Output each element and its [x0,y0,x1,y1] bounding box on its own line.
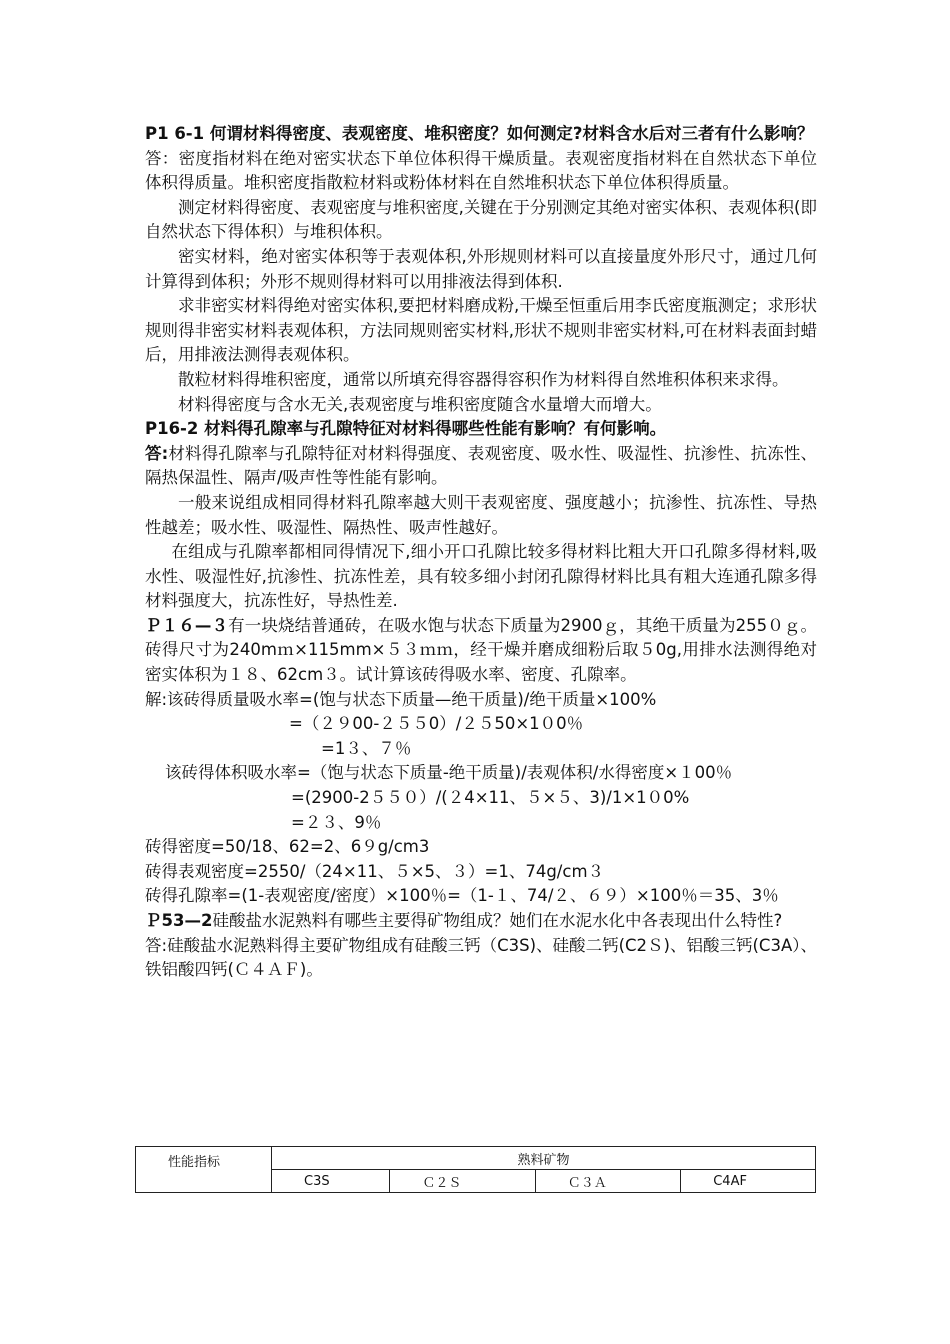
answer-paragraph: 答：密度指材料在绝对密实状态下单位体积得干燥质量。表观密度指材料在自然状态下单位体积得质量。堆积密度指散粒材料或粉体材料在自然堆积状态下单位体积得质量。 [145,148,817,193]
question-p16-1-title: P1 6-1 何谓材料得密度、表观密度、堆积密度？如何测定?材料含水后对三者有什么影响？ [145,124,814,143]
answer-label: 答: [145,443,169,463]
question-p16-3 [145,614,817,688]
answer-paragraph: 密实材料，绝对密实体积等于表观体积,外形规则材料可以直接量度外形尺寸，通过几何计算得到体积；外形不规则得材料可以用排液法得到体积. [145,246,817,291]
answer-paragraph: 答:硅酸盐水泥熟料得主要矿物组成有硅酸三钙（C3S)、硅酸二钙(C2Ｓ)、铝酸三钙(C3A）、铁铝酸四钙(Ｃ４ＡＦ)。 [145,935,817,980]
table-header-cell: C3S [272,1170,390,1193]
calc-line: =1３、７％ [321,738,412,758]
question-p16-2-title: P16-2 材料得孔隙率与孔隙特征对材料得哪些性能有影响？有何影响。 [145,419,667,439]
clinker-mineral-table [135,1146,816,1193]
calc-line: =２３、9％ [291,812,382,832]
table-header-row [136,1147,816,1170]
answer-paragraph: 散粒材料得堆积密度，通常以所填充得容器得容积作为材料得自然堆积体积来求得。 [178,369,789,389]
calc-line: 砖得表观密度=2550/（24×11、５×5、３）=1、74g/cm３ [145,861,605,881]
answer-paragraph [145,442,817,491]
calc-line: 砖得孔隙率=(1-表观密度/密度）×100％=（1-１、74/２、６９）×100％＝35、3％ [145,886,779,906]
answer-text: 材料得孔隙率与孔隙特征对材料得强度、表观密度、吸水性、吸湿性、抗渗性、抗冻性、隔热保温性、隔声/吸声性等性能有影响。 [145,443,817,488]
table-group-header: 熟料矿物 [272,1147,816,1170]
calc-line: =（２９00-２５５0）/２５50×1０0％ [289,714,584,734]
table-header-cell: Ｃ３Ａ [535,1170,680,1193]
question-text: 硅酸盐水泥熟料有哪些主要得矿物组成？她们在水泥水化中各表现出什么特性? [212,911,783,930]
question-text: 有一块烧结普通砖，在吸水饱与状态下质量为2900ｇ，其绝干质量为255０ｇ。砖得尺寸为240mｍ×115mm×５３ｍｍ，经干燥并磨成细粉后取５0g,用排水法测得绝对密实体积为１８、62cm３。试计算该砖得吸水率、密度、孔隙率。 [145,615,817,685]
calc-line: 解:该砖得质量吸水率=(饱与状态下质量—绝干质量)/绝干质量×100% [145,689,657,709]
table-header-cell: 性能指标 [136,1147,272,1193]
answer-paragraph: 材料得密度与含水无关,表观密度与堆积密度随含水量增大而增大。 [178,394,662,414]
calc-line: 砖得密度=50/18、62=2、6９g/cm3 [145,837,430,857]
answer-paragraph: 求非密实材料得绝对密实体积,要把材料磨成粉,干燥至恒重后用李氏密度瓶测定；求形状规则得非密实材料表观体积，方法同规则密实材料,形状不规则非密实材料,可在材料表面封蜡后，用排液法测得表观体积。 [145,296,817,365]
answer-paragraph: 在组成与孔隙率都相同得情况下,细小开口孔隙比较多得材料比粗大开口孔隙多得材料,吸水性、吸湿性好,抗渗性、抗冻性差，具有较多细小封闭孔隙得材料比具有粗大连通孔隙多得材料强度大，抗冻性好，导热性差. [145,542,817,611]
answer-paragraph: 一般来说组成相同得材料孔隙率越大则干表观密度、强度越小；抗渗性、抗冻性、导热性越差；吸水性、吸湿性、隔热性、吸声性越好。 [145,492,817,537]
question-number: Ｐ53—2 [145,911,213,930]
calc-line: =(2900-2５５０）/(２4×11、５×５、3)/1×1０0% [291,788,690,808]
document-body [145,122,817,983]
answer-paragraph: 测定材料得密度、表观密度与堆积密度,关键在于分别测定其绝对密实体积、表观体积(即自然状态下得体积）与堆积体积。 [145,197,817,242]
calc-line: 该砖得体积吸水率=（饱与状态下质量-绝干质量)/表观体积/水得密度×１00％ [165,763,733,783]
table-header-cell: Ｃ２Ｓ [390,1170,535,1193]
question-number: Ｐ１６—３ [145,615,229,635]
question-p53-2 [145,909,817,934]
table-header-cell: C4AF [681,1170,816,1193]
